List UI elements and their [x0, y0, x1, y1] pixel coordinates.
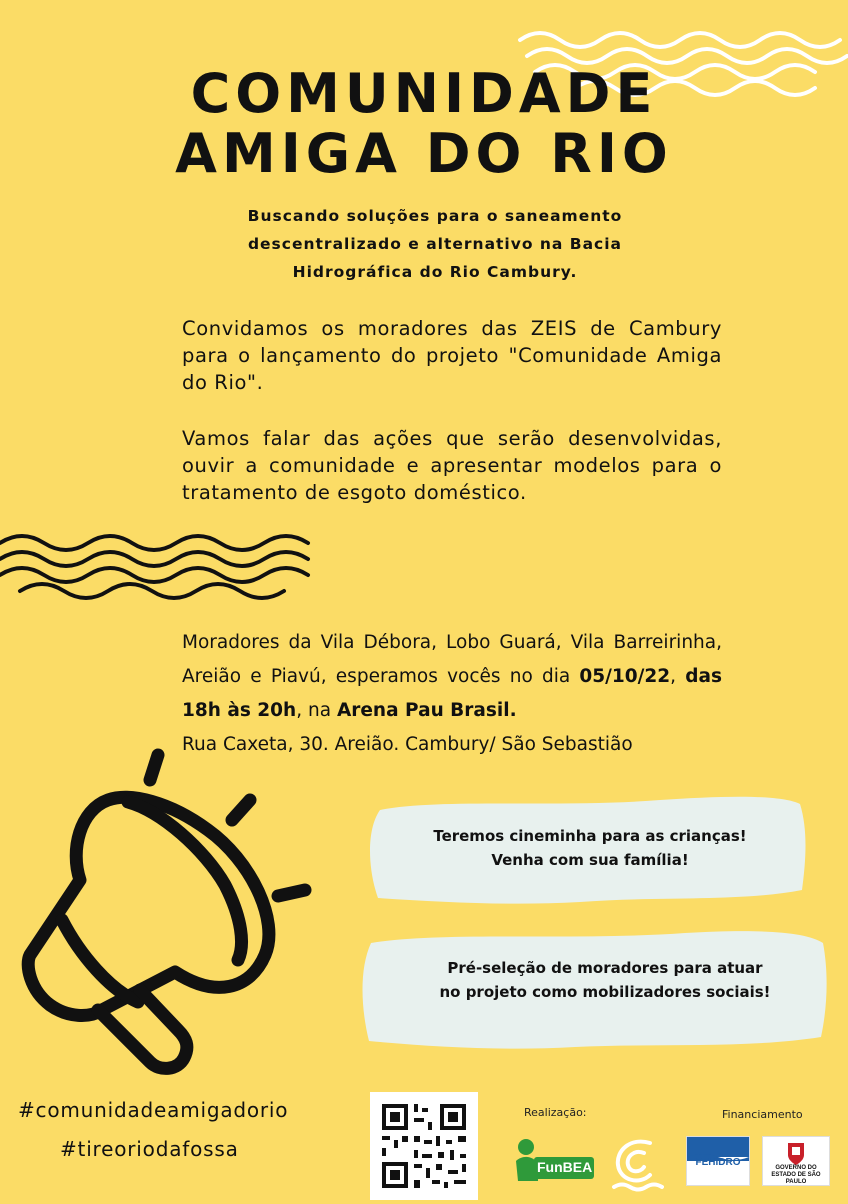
left-wave-decoration [0, 525, 320, 605]
qr-code [370, 1092, 478, 1200]
realizacao-label: Realização: [524, 1106, 587, 1119]
actions-paragraph: Vamos falar das ações que serão desenvolvidas, ouvir a comunidade e apresentar modelos para o tratamento de esgoto doméstico. [182, 427, 722, 504]
subtitle [200, 202, 670, 286]
bubble-cinema-line2: Venha com sua família! [491, 851, 689, 869]
hashtag-tireoriodafossa: #tireoriodafossa [60, 1137, 239, 1161]
event-venue: Arena Pau Brasil. [336, 700, 517, 721]
invite-sep1: , [670, 666, 686, 687]
governo-crest-icon [763, 1139, 829, 1167]
event-time: das 18h às 20h [182, 666, 722, 721]
bubble-selection [395, 956, 815, 1004]
invite-sep2: , na [296, 700, 337, 721]
governo-logo-text: GOVERNO DO ESTADO DE SÃO PAULO [771, 1165, 821, 1185]
bubble-cinema [385, 824, 795, 872]
fehidro-logo-text: FEHIDRO [695, 1157, 741, 1168]
page-title-line1: COMUNIDADE [190, 62, 658, 125]
subtitle-line2: descentralizado e alternativo na Bacia [247, 235, 623, 253]
bubble-selection-line1: Pré-seleção de moradores para atuar [447, 959, 763, 977]
subtitle-line3: Hidrográfica do Rio Cambury. [292, 263, 578, 281]
event-date: 05/10/22 [579, 666, 671, 687]
qr-code-frame[interactable] [370, 1092, 478, 1200]
hashtag-comunidade: #comunidadeamigadorio [18, 1098, 289, 1122]
governo-logo [762, 1136, 830, 1186]
fehidro-logo [686, 1136, 750, 1186]
bubble-cinema-line1: Teremos cineminha para as crianças! [433, 827, 747, 845]
page-title-line2: AMIGA DO RIO [175, 122, 673, 185]
event-address: Rua Caxeta, 30. Areião. Cambury/ São Sebastião [182, 734, 633, 755]
invite-text: Moradores da Vila Débora, Lobo Guará, Vila Barreirinha, Areião e Piavú, esperamos vocês no dia [182, 632, 722, 687]
megaphone-icon [10, 740, 330, 1080]
subtitle-line1: Buscando soluções para o saneamento [247, 207, 623, 225]
invite-paragraph [182, 626, 722, 728]
bubble-selection-line2: no projeto como mobilizadores sociais! [439, 983, 771, 1001]
intro-paragraph: Convidamos os moradores das ZEIS de Cambury para o lançamento do projeto "Comunidade Amiga do Rio". [182, 317, 722, 394]
ceivap-logo-icon [610, 1133, 664, 1193]
funbea-logo-text: FunBEA [537, 1159, 593, 1175]
financiamento-label: Financiamento [722, 1108, 803, 1121]
